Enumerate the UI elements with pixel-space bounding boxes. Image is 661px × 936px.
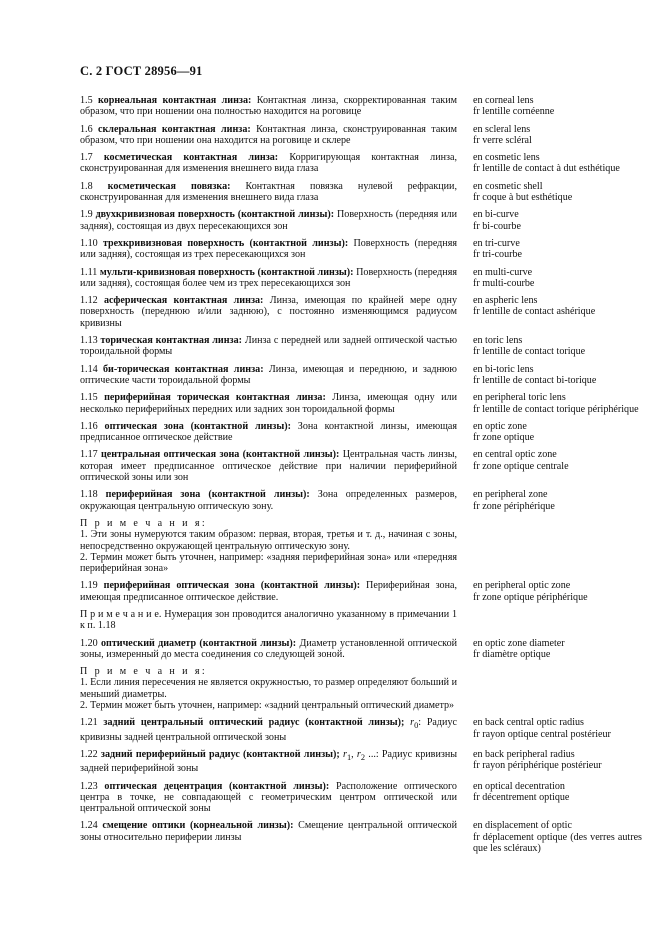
entry-definition: Поверхность (передняя или задняя), состоящая более чем из трех пересекающихся зон [80, 266, 457, 289]
english-term: en optic zone diameter [473, 637, 565, 649]
entry-1-13 [80, 335, 642, 358]
entry-term: периферийная зона (контактной линзы): [105, 489, 310, 501]
note-item: 2. Термин может быть уточнен, например: «задний центральный оптический диаметр» [80, 700, 455, 712]
french-term: fr lentille de contact à dut esthétique [473, 163, 620, 175]
french-term: fr diamètre optique [473, 648, 551, 660]
entry-1-5 [80, 95, 642, 118]
entry-number: 1.11 [80, 266, 98, 278]
entry-number: 1.16 [80, 420, 98, 432]
page-header: С. 2 ГОСТ 28956—91 [80, 64, 203, 78]
entry-term: косметическая контактная линза: [103, 152, 279, 164]
entry-1-8 [80, 181, 642, 204]
english-term: en optical decentration [473, 780, 565, 792]
english-term: en scleral lens [473, 123, 531, 135]
note-item: 1. Эти зоны нумеруются таким образом: первая, вторая, третья и т. д., начиная с зоны, непосредственно окружающей центральную оптическую зону. [80, 529, 457, 552]
english-term: en peripheral toric lens [473, 392, 566, 404]
entry-definition: Смещение центральной оптической зоны относительно периферии линзы [80, 820, 457, 843]
note-item: 2. Термин может быть уточнен, например: «задняя периферийная зона» или «передняя периферийная зона» [80, 551, 457, 575]
french-term: fr lentille de contact torique périphérique [473, 403, 639, 415]
english-term: en cosmetic lens [473, 152, 540, 164]
entry-number: 1.9 [80, 209, 93, 221]
entry-term: центральная оптическая зона (контактной линзы): [100, 449, 340, 461]
entry-definition: Расположение оптического центра в точке, не совпадающей с геометрическим центром оптической или центральной оптической зоны [80, 780, 457, 815]
symbol-subscript: 2 [360, 752, 366, 762]
entry-term: задний центральный оптический радиус (контактной линзы); [103, 717, 405, 729]
entry-definition: : Радиус кривизны задней центральной оптической зоны [80, 717, 457, 743]
entry-term: оптическая децентрация (контактной линзы): [104, 780, 330, 792]
entry-definition: Линза, имеющая и переднюю, и заднюю оптические части тороидальной формы [80, 363, 457, 386]
entry-term: трехкривизновая поверхность (контактной линзы): [102, 237, 349, 249]
entry-1-7 [80, 152, 642, 175]
english-term: en multi-curve [473, 266, 533, 278]
entry-1-6 [80, 124, 642, 147]
english-term: en peripheral zone [473, 489, 548, 501]
note-item: 1. Если линия пересечения не является окружностью, то размер определяют больший и меньший диаметры. [80, 677, 458, 700]
note-text: П р и м е ч а н и е. Нумерация зон проводится аналогично указанному в примечании 1 к п. 1.18 [80, 608, 457, 632]
english-term: en displacement of optic [473, 820, 572, 832]
entry-definition: Периферийная зона, имеющая предписанное оптическое действие. [80, 580, 457, 603]
entry-1-10 [80, 238, 642, 261]
french-term: fr déplacement optique (des verres autres que les scléraux) [473, 831, 642, 855]
english-term: en optic zone [473, 420, 527, 432]
entry-number: 1.15 [80, 392, 98, 404]
french-term: fr lentille de contact bi-torique [473, 374, 597, 386]
symbol: r [356, 748, 361, 760]
english-term: en corneal lens [473, 95, 534, 106]
french-term: fr zone optique [473, 432, 535, 444]
symbol: r [410, 717, 415, 729]
symbol: r [343, 748, 347, 760]
french-term: fr zone optique périphérique [473, 591, 588, 603]
english-term: en toric lens [473, 335, 523, 347]
entry-definition: Поверхность (передняя или задняя), состоящая из двух пересекающихся зон [80, 209, 457, 232]
entry-term: смещение оптики (корнеальной линзы): [102, 820, 294, 832]
entry-1-16 [80, 421, 642, 444]
entry-1-19 [80, 580, 642, 603]
english-term: en cosmetic shell [473, 180, 543, 192]
entry-term: задний периферийный радиус (контактной линзы); [100, 748, 340, 760]
entry-definition: Зона контактной линзы, имеющая предписанное оптическое действие [80, 420, 458, 444]
entry-term: корнеальная контактная линза: [98, 95, 252, 106]
entry-term: торическая контактная линза: [100, 335, 243, 347]
entry-number: 1.6 [80, 123, 93, 135]
entry-1-18 [80, 489, 642, 512]
entry-1-11 [80, 267, 642, 290]
english-term: en central optic zone [473, 449, 557, 461]
entry-number: 1.23 [80, 780, 98, 792]
entry-definition: Контактная линза, скорректированная таким образом, что при ношении она полностью находится на роговице [80, 95, 457, 118]
entry-definition: Поверхность (передняя или задняя), состоящая из трех пересекающихся зон [80, 237, 457, 261]
entry-1-12 [80, 295, 642, 329]
french-term: fr verre scléral [473, 134, 532, 146]
french-term: fr rayon optique central postérieur [473, 728, 611, 740]
entry-number: 1.7 [80, 152, 93, 164]
entry-definition: Линза с передней или задней оптической частью тороидальной формы [80, 335, 457, 358]
entry-1-14 [80, 364, 642, 387]
entry-term: двухкривизновая поверхность (контактной линзы): [95, 209, 335, 221]
entry-number: 1.10 [80, 237, 98, 249]
notes-1-20 [80, 666, 457, 711]
french-term: fr coque à but esthétique [473, 192, 573, 204]
entry-term: мульти-кривизновая поверхность (контактной линзы): [99, 266, 354, 278]
entry-number: 1.8 [80, 180, 93, 192]
english-term: en back central optic radius [473, 717, 584, 729]
entry-1-24 [80, 820, 642, 854]
entry-number: 1.17 [80, 449, 98, 461]
english-term: en peripheral optic zone [473, 580, 571, 592]
symbol-subscript: 0 [414, 721, 419, 731]
entry-definition: Зона определенных размеров, окружающая центральную оптическую зону. [80, 489, 457, 512]
entry-number: 1.14 [80, 363, 98, 375]
entry-1-21 [80, 717, 642, 743]
notes-title: П р и м е ч а н и я: [80, 666, 208, 678]
french-term: fr rayon périphérique postérieur [473, 760, 602, 772]
entry-term: оптический диаметр (контактной линзы): [100, 637, 297, 649]
symbol-subscript: 1 [346, 752, 352, 762]
entry-number: 1.13 [80, 335, 98, 347]
french-term: fr lentille de contact torique [473, 346, 586, 358]
entry-1-9 [80, 209, 642, 232]
entry-definition: Линза, имеющая по крайней мере одну поверхность (переднюю и/или заднюю), с постоянно изменяющимся радиусом кривизны [80, 295, 458, 329]
entry-term: периферийная оптическая зона (контактной линзы): [103, 580, 361, 592]
entry-definition: Центральная часть линзы, которая имеет предписанное оптическое действие при наличии периферийной оптической зоны или зон [80, 449, 457, 484]
document-body [80, 95, 642, 860]
english-term: en tri-curve [473, 237, 520, 249]
french-term: fr zone périphérique [473, 500, 555, 512]
entry-number: 1.12 [80, 295, 98, 307]
entry-term: би-торическая контактная линза: [102, 363, 264, 375]
french-term: fr décentrement optique [473, 791, 570, 803]
entry-term: оптическая зона (контактной линзы): [104, 420, 291, 432]
entry-term: асферическая контактная линза: [104, 295, 264, 307]
french-term: fr lentille de contact ashérique [473, 306, 596, 318]
entry-term: косметическая повязка: [107, 180, 231, 192]
entry-1-17 [80, 449, 642, 483]
entry-number: 1.22 [80, 748, 98, 760]
french-term: fr multi-courbe [473, 277, 535, 289]
french-term: fr tri-courbe [473, 249, 523, 261]
entry-number: 1.20 [80, 637, 98, 649]
entry-number: 1.18 [80, 489, 98, 501]
french-term: fr zone optique centrale [473, 460, 569, 472]
english-term: en aspheric lens [473, 295, 538, 307]
notes-1-18 [80, 518, 457, 574]
french-term: fr bi-courbe [473, 220, 521, 232]
entry-definition: Диаметр установленной оптической зоны, измеренный до места соединения со следующей зоной. [80, 637, 458, 660]
entry-1-23 [80, 781, 642, 815]
english-term: en back peripheral radius [473, 748, 575, 760]
english-term: en bi-toric lens [473, 363, 534, 375]
notes-title: П р и м е ч а н и я: [80, 517, 208, 529]
english-term: en bi-curve [473, 209, 519, 221]
entry-definition: Контактная повязка нулевой рефракции, сконструированная для изменения внешнего вида глаза [80, 180, 457, 204]
entry-number: 1.19 [80, 580, 98, 592]
entry-definition: ...: Радиус кривизны задней периферийной зоны [80, 748, 458, 775]
entry-term: склеральная контактная линза: [98, 123, 251, 135]
entry-number: 1.21 [80, 717, 98, 729]
note-1-19 [80, 609, 457, 632]
entry-definition: Линза, имеющая одну или несколько периферийных передних или задних зон тороидальной формы [80, 392, 457, 415]
entry-definition: Контактная линза, сконструированная таким образом, что при ношении она находится на роговице и склере [80, 123, 458, 146]
entry-definition: Корригирующая контактная линза, сконструированная для изменения внешнего вида глаза [80, 152, 457, 175]
entry-term: периферийная торическая контактная линза: [104, 392, 326, 404]
entry-number: 1.5 [80, 95, 93, 106]
entry-1-20 [80, 638, 642, 661]
entry-number: 1.24 [80, 820, 98, 832]
entry-1-22: 1.22 задний периферийный радиус (контактной линзы); $r_1$, $r_2$ ...: Радиус кривизны задней периферийной зоны en back peripheral radius fr rayon périphérique postérieur [80, 749, 642, 775]
french-term: fr lentille cornéenne [473, 106, 555, 118]
entry-1-15 [80, 392, 642, 415]
